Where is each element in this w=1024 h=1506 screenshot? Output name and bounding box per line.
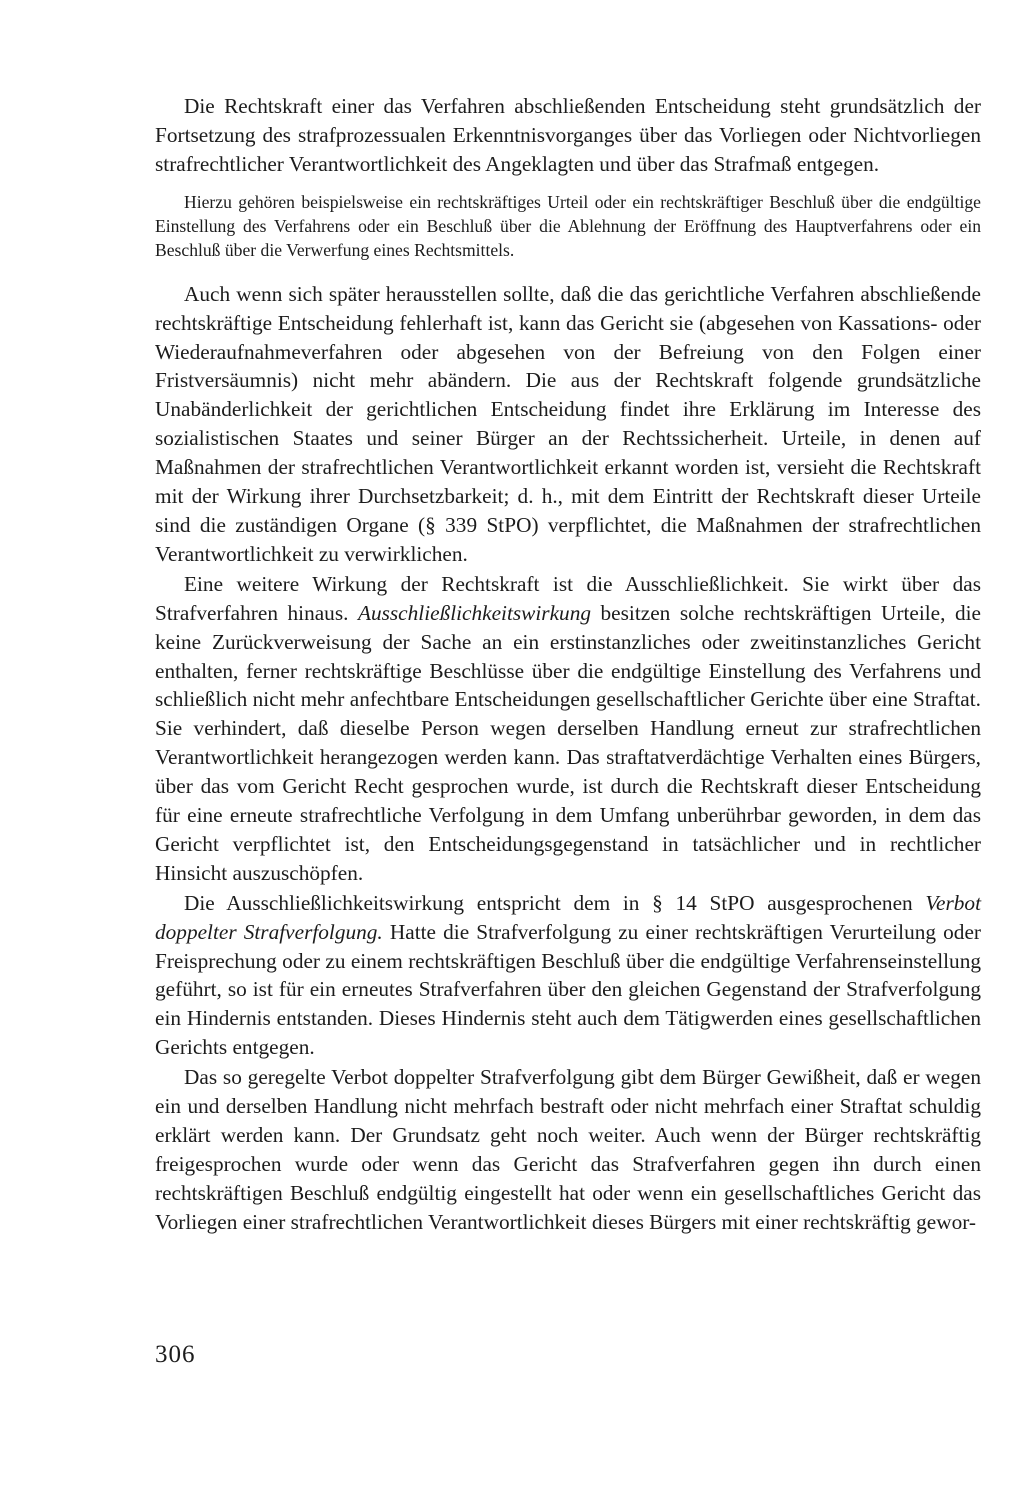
text-run: Eine weitere Wirkung der Rechtskraft ist die Ausschließlichkeit. Sie wirkt über das Strafverfahren hinaus. <box>155 571 981 625</box>
paragraph-exclusivity <box>155 570 981 888</box>
paragraph-unchangeability: Auch wenn sich später herausstellen sollte, daß die das gerichtliche Verfahren abschließende rechtskräftige Entscheidung fehlerhaft ist, kann das Gericht sie (abgesehen von Kassations- oder Wiederaufnahmeverfahren oder abgesehen von der Befreiung von den Folgen einer Fristversäumnis) nicht mehr abändern. Die aus der Rechtskraft folgende grundsätzliche Unabänderlichkeit der gerichtlichen Entscheidung findet ihre Erklärung im Interesse des sozialistischen Staates und seiner Bürger an der Rechtssicherheit. Urteile, in denen auf Maßnahmen der strafrechtlichen Verantwortlichkeit erkannt worden ist, versieht die Rechtskraft mit der Wirkung ihrer Durchsetzbarkeit; d. h., mit dem Eintritt der Rechtskraft dieser Urteile sind die zuständigen Organe (§ 339 StPO) verpflichtet, die Maßnahmen der strafrechtlichen Verantwortlichkeit zu verwirklichen. <box>155 281 981 566</box>
paragraph-double-jeopardy <box>155 889 981 1062</box>
paragraph-legal-force: Die Rechtskraft einer das Verfahren abschließenden Entscheidung steht grundsätzlich der Fortsetzung des strafprozessualen Erkenntnisvorganges über das Vorliegen oder Nichtvorliegen strafrechtlicher Verantwortlichkeit des Angeklagten und über das Strafmaß entgegen. <box>155 94 981 176</box>
text-run: besitzen solche rechtskräftigen Urteile, die keine Zurückverweisung der Sache an ein erstinstanzliches oder zweitinstanzliches Gericht enthalten, ferner rechtskräftige Beschlüsse über die endgültige Einstellung des Verfahrens und schließlich nicht mehr anfechtbare Entscheidungen gesellschaftlicher Gerichte über eine Straftat. Sie verhindert, daß dieselbe Person wegen derselben Handlung erneut zur strafrechtlichen Verantwortlichkeit herangezogen werden kann. Das straftatverdächtige Verhalten eines Bürgers, über das vom Gericht Recht gesprochen wurde, ist durch die Rechtskraft dieser Entscheidung für eine erneute strafrechtliche Verfolgung in dem Umfang unberührbar geworden, in dem das Gericht verpflichtet ist, den Entscheidungsgegenstand in tatsächlicher und in rechtlicher Hinsicht auszuschöpfen. <box>155 600 981 885</box>
emphasis-term: Ausschließlichkeitswirkung <box>357 600 591 625</box>
emphasis-term: Verbot doppelter Strafverfolgung. <box>155 890 981 944</box>
page-body <box>155 92 981 1237</box>
text-run: Die Ausschließlichkeitswirkung entspricht dem in § 14 StPO ausgesprochenen <box>184 890 926 915</box>
text-run: Hatte die Strafverfolgung zu einer rechtskräftigen Verurteilung oder Freisprechung oder zu einem rechtskräftigen Beschluß über die endgültige Verfahrenseinstellung geführt, so ist für ein erneutes Strafverfahren über den gleichen Gegenstand der Strafverfolgung ein Hindernis entstanden. Dieses Hindernis steht auch dem Tätigwerden eines gesellschaftlichen Gerichts entgegen. <box>155 919 981 1060</box>
note-examples: Hierzu gehören beispielsweise ein rechtskräftiges Urteil oder ein rechtskräftiger Beschluß über die endgültige Einstellung des Verfahrens oder ein Beschluß über die Ablehnung der Eröffnung des Hauptverfahrens oder ein Beschluß über die Verwerfung eines Rechtsmittels. <box>155 191 981 260</box>
page-number: 306 <box>155 1341 196 1368</box>
paragraph-certainty: Das so geregelte Verbot doppelter Strafverfolgung gibt dem Bürger Gewißheit, daß er wegen ein und derselben Handlung nicht mehrfach bestraft oder nicht mehrfach einer Straftat schuldig erklärt werden kann. Der Grundsatz geht noch weiter. Auch wenn der Bürger rechtskräftig freigesprochen wurde oder wenn das Gericht das Strafverfahren gegen ihn durch einen rechtskräftigen Beschluß endgültig eingestellt hat oder wenn ein gesellschaftliches Gericht das Vorliegen einer strafrechtlichen Verantwortlichkeit dieses Bürgers mit einer rechtskräftig gewor- <box>155 1065 981 1234</box>
